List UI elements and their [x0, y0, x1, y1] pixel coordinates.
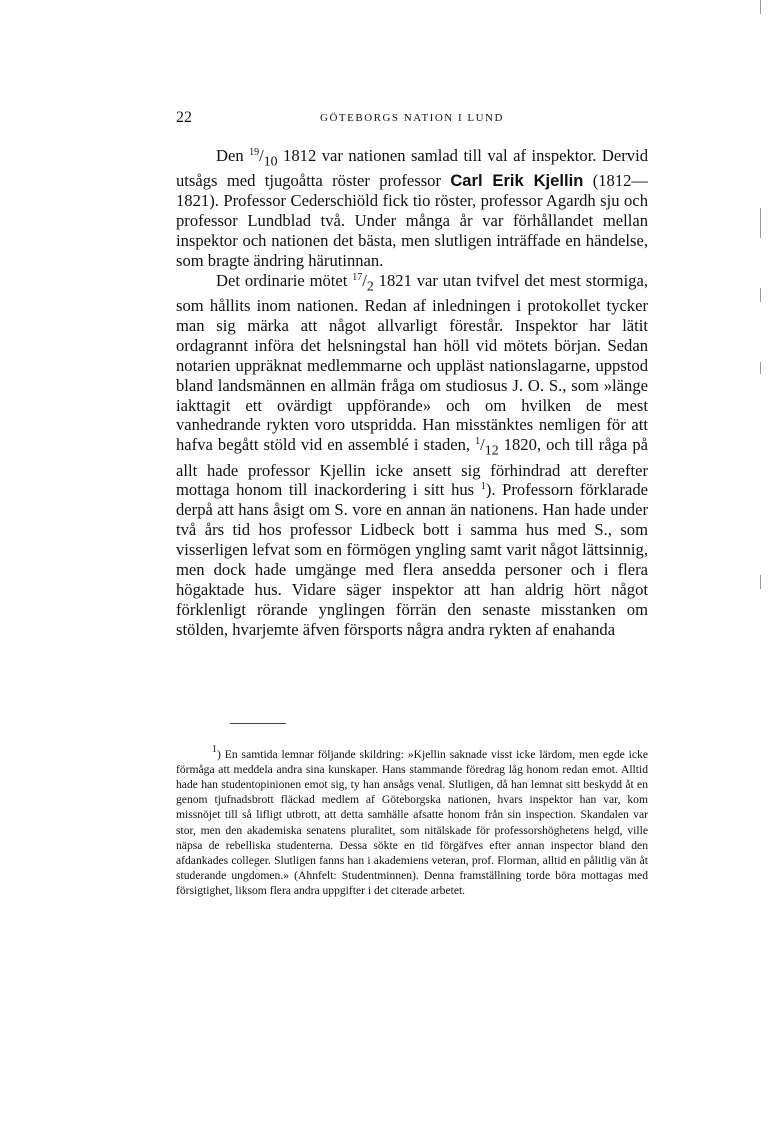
- text-run: 1812 var nationen samlad till val af inspektor. Dervid utsågs med tjugoåtta röster professor: [176, 146, 648, 191]
- date-slash: /: [480, 435, 485, 455]
- body-text: [176, 146, 648, 640]
- footnote: [176, 743, 648, 899]
- scan-mark: [760, 288, 761, 302]
- text-run: ). Professorn förklarade derpå att hans åsigt om S. vore en annan än nationens. Han hade under två års tid hos professor Lidbeck bott i samma hus med S., som visserligen lefvat som en förmögen yngling samt varit något lättsinnig, men dock hade umgänge med flera ansedda personer och i flera högaktade hus. Vidare säger inspektor att han aldrig hört något förklenligt rörande ynglingen förrän den senaste misstanken om stölden, hvarjemte äfven försports några andra rykten af enahanda: [176, 480, 648, 639]
- footnote-text: ) En samtida lemnar följande skildring: »Kjellin saknade visst icke lärdom, men egde icke förmåga att meddela andra sina kunskaper. Hans stammande föredrag låg honom redan emot. Alltid hade han studentopinionen emot sig, ty han ansågs venal. Slutligen, då han lemnat sitt beskydd åt en genom tjufnadsbrott fläckad medlem af Göteborgska nationen, hvars inspektor han var, kom missnöjet till så lifligt utbrott, att detta samhälle afsatte honom från sin inspection. Skandalen var stor, men den akademiska senatens pluralitet, som nitälskade för professorshöghetens helgd, ville näpsa de rebelliska studenterna. Dessa sökte en tid förgäfves efter annan inspector bland den afdankades colleger. Slutligen fanns han i akademiens veteran, prof. Florman, alltid en pålitlig vän åt studerande ungdomen.» (Ahnfelt: Studentminnen). Denna framställning torde böra mottagas med försigtighet, liksom flera andra uppgifter i det citerade arbetet.: [176, 747, 648, 898]
- scan-mark: [760, 208, 761, 238]
- footnote-marker: 1: [212, 743, 217, 755]
- date-superscript: 17: [352, 271, 363, 283]
- scan-mark: [760, 0, 761, 14]
- paragraph-1: [176, 146, 648, 271]
- footnote-reference: 1: [480, 481, 486, 493]
- page-number: 22: [176, 109, 192, 126]
- running-head: GÖTEBORGS NATION I LUND: [320, 112, 504, 124]
- text-run: 1820, och till råga på allt hade professor Kjellin icke ansett sig förhindrad att derefter mottaga honom till inackordering i sitt hus: [176, 435, 648, 500]
- date-slash: /: [362, 270, 367, 290]
- text-run: Den: [216, 146, 250, 165]
- date-superscript: 19: [249, 147, 260, 158]
- text-run: Det ordinarie mötet: [216, 270, 353, 290]
- scan-mark: [760, 575, 761, 589]
- date-slash: /: [259, 146, 264, 165]
- inspector-name: Carl Erik Kjellin: [450, 171, 584, 191]
- date-subscript: 2: [366, 278, 374, 294]
- text-run: (1812—1821). Professor Cederschiöld fick tio röster, professor Agardh sju och professor Lundblad två. Under många år var förhållandet mellan inspektor och nationen det bästa, men slutligen inträffade en händelse, som bragte ändring härutinnan.: [176, 171, 649, 270]
- text-run: 1821 var utan tvifvel det mest stormiga, som hållits inom nationen. Redan af inledningen i protokollet tycker man sig märka att något allvarligt förestår. Inspektor har lätit ordagrannt införa det helsningstal han höll vid mötets början. Sedan notarien uppräknat medlemmarne och uppläst nationslagarne, uppstod bland landsmännen en allmän fråga om studiosus J. O. S., som »länge iakttagit ett ovärdigt uppförande» och om hvilken de mest vanhedrande rykten voro utspridda. Han misstänktes nemligen för att hafva begått stöld vid en assemblé i staden,: [176, 270, 648, 455]
- scan-edge-marks: [760, 0, 762, 1122]
- page-header: [176, 109, 648, 131]
- date-subscript: 12: [484, 442, 499, 458]
- date-superscript: 1: [475, 436, 481, 448]
- paragraph-2: [176, 271, 648, 640]
- scan-mark: [760, 362, 761, 374]
- date-subscript: 10: [263, 153, 278, 169]
- footnote-divider: [230, 723, 286, 724]
